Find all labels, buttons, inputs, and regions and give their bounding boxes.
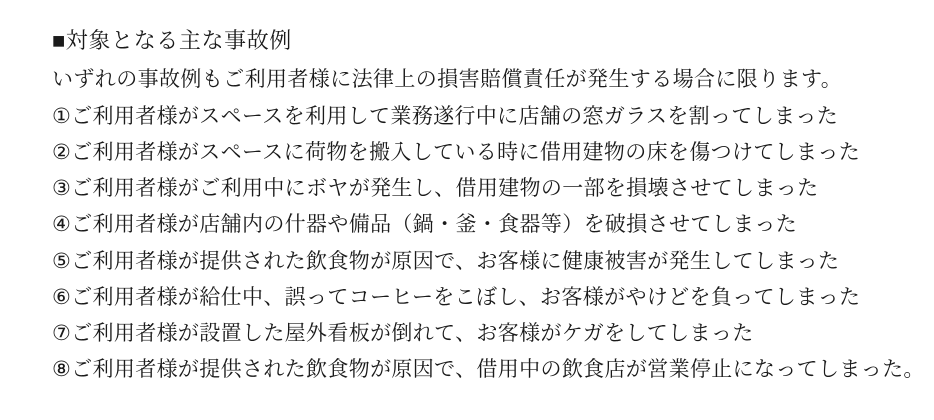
list-item <box>52 351 925 387</box>
section-heading: ■対象となる主な事故例 <box>52 28 292 53</box>
section-lead-text: いずれの事故例もご利用者様に法律上の損害賠償責任が発生する場合に限ります。 <box>52 67 843 92</box>
list-item-marker: ① <box>52 104 72 129</box>
list-item-marker: ② <box>52 140 72 165</box>
list-item <box>52 206 894 242</box>
list-item-marker: ⑦ <box>52 320 72 345</box>
list-item-text: ご利用者様がスペースを利用して業務遂行中に店舗の窓ガラスを割ってしまった <box>71 104 839 129</box>
list-item-marker: ⑥ <box>52 284 72 309</box>
list-item-marker: ③ <box>52 176 72 201</box>
list-item-text: ご利用者様が店舗内の什器や備品（鍋・釜・食器等）を破損させてしまった <box>71 212 798 237</box>
accident-case-list <box>52 98 925 387</box>
list-item <box>52 98 894 134</box>
list-item <box>52 279 894 315</box>
list-item-text: ご利用者様が提供された飲食物が原因で、お客様に健康被害が発生してしまった <box>71 248 840 273</box>
list-item <box>52 315 894 351</box>
list-item-text: ご利用者様が提供された飲食物が原因で、借用中の飲食店が営業停止になってしまった。 <box>71 356 925 381</box>
list-item <box>52 243 894 279</box>
list-item-text: ご利用者様がスペースに荷物を搬入している時に借用建物の床を傷つけてしまった <box>71 140 861 165</box>
list-item-marker: ⑤ <box>52 248 72 273</box>
list-item-text: ご利用者様が設置した屋外看板が倒れて、お客様がケガをしてしまった <box>71 320 754 345</box>
list-item-marker: ④ <box>52 212 72 237</box>
list-item <box>52 170 894 206</box>
list-item-marker: ⑧ <box>52 356 72 381</box>
list-item <box>52 134 894 170</box>
list-item-text: ご利用者様がご利用中にボヤが発生し、借用建物の一部を損壊させてしまった <box>71 176 819 201</box>
list-item-text: ご利用者様が給仕中、誤ってコーヒーをこぼし、お客様がやけどを負ってしまった <box>71 284 861 309</box>
